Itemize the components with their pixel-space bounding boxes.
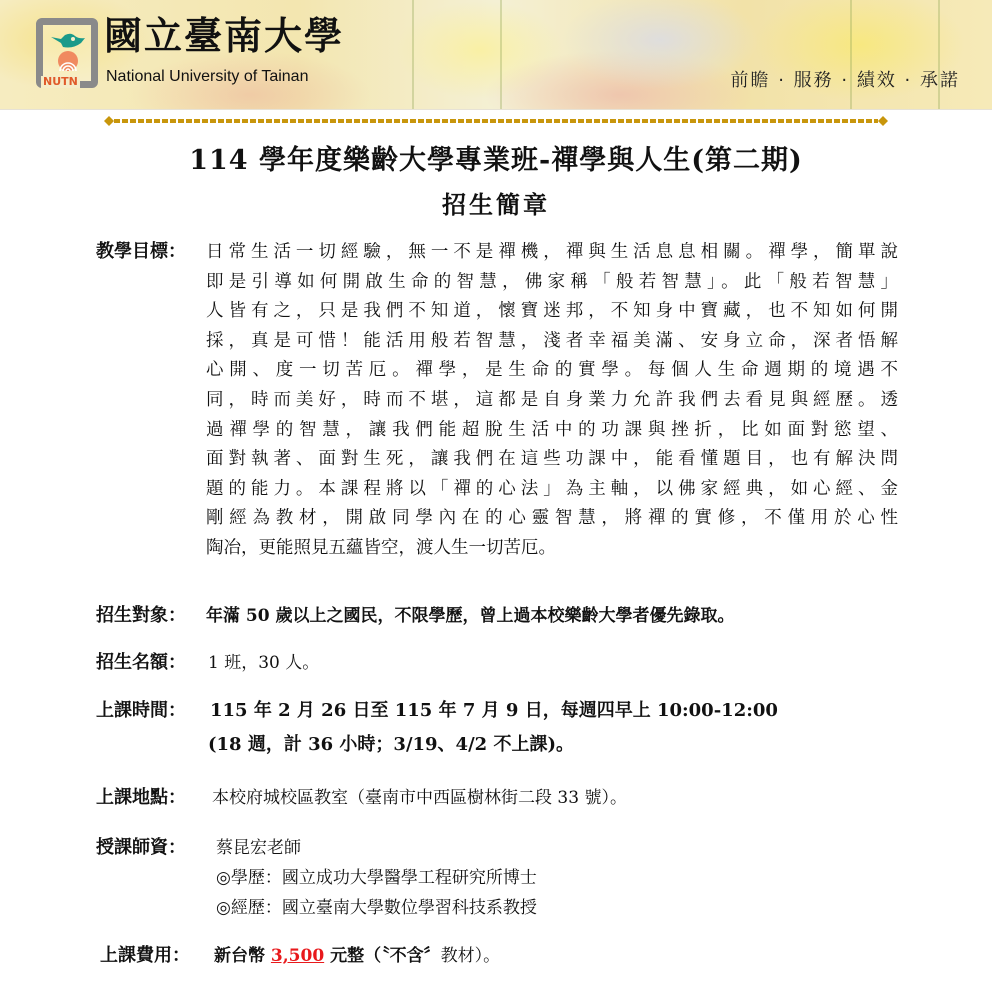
section-location [96,784,906,814]
bird-emblem-icon [51,33,85,49]
fee-prefix: 新台幣 [214,946,271,966]
goal-line: 過禪學的智慧，讓我們能超脫生活中的功課與挫折，比如面對慾望、 [206,419,898,440]
teacher-education: ◎學歷：國立成功大學醫學工程研究所博士 [216,868,537,888]
header-banner [0,0,992,110]
page-subtitle: 招生簡章 [442,190,550,219]
decorative-stem [938,0,940,110]
fee-label: 上課費用： [100,945,190,966]
goal-line: 陶冶，更能照見五蘊皆空，渡人生一切苦厄。 [206,537,556,558]
university-name-zh: 國立臺南大學 [104,13,345,58]
goal-line: 即是引導如何開啟生命的智慧，佛家稱「般若智慧」。此「般若智慧」 [206,271,898,292]
decorative-stem [850,0,852,110]
teaching-goal-label: 教學目標： [96,241,186,262]
fee-amount: 3,500 [270,946,325,966]
section-teacher [96,834,906,930]
quota-label: 招生名額： [96,652,186,673]
section-fee [100,942,910,972]
logo-badge: NUTN [43,75,78,88]
goal-line: 採，真是可惜！能活用般若智慧，淺者幸福美滿、安身立命，深者悟解 [206,330,898,351]
goal-line: 題的能力。本課程將以「禪的心法」為主軸，以佛家經典，如心經、金 [206,478,898,499]
schedule-label: 上課時間： [96,700,186,721]
goal-line: 剛經為教材，開啟同學內在的心靈智慧，將禪的實修，不僅用於心性 [206,508,898,529]
goal-line: 面對執著、面對生死，讓我們在這些功課中，能看懂題目，也有解決問 [206,449,898,470]
schedule-line-2: (18 週，計 36 小時；3/19、4/2 不上課)。 [208,734,574,755]
university-name-en: National University of Tainan [106,68,309,85]
goal-line: 同，時而美好，時而不堪，這都是自身業力允許我們去看見與經歷。透 [206,389,898,410]
rings-emblem-icon [57,51,79,71]
section-target [96,602,906,632]
location-label: 上課地點： [96,787,186,808]
page-title: 114 學年度樂齡大學專業班-禪學與人生(第二期) [189,145,803,176]
university-logo[interactable] [36,18,98,88]
university-motto: 前瞻 · 服務 · 績效 · 承諾 [730,70,960,91]
section-quota [96,649,906,679]
target-label: 招生對象： [96,605,186,626]
teaching-goal-text [206,238,898,564]
location-value: 本校府城校區教室（臺南市中西區樹林街二段 33 號）。 [212,788,627,808]
goal-line: 心開、度一切苦厄。禪學，是生命的實學。每個人生命週期的境遇不 [206,360,898,381]
fee-suffix: 元整（〝不含〞 [324,946,441,966]
decorative-divider [104,116,888,126]
teacher-name: 蔡昆宏老師 [216,838,301,858]
decorative-stem [500,0,502,110]
teacher-label: 授課師資： [96,837,186,858]
section-teaching-goal [96,238,906,588]
fee-value [214,942,500,970]
goal-line: 日常生活一切經驗，無一不是禪機，禪與生活息息相關。禪學，簡單說 [206,242,898,262]
teacher-experience: ◎經歷：國立臺南大學數位學習科技系教授 [216,898,537,918]
quota-value: 1 班，30 人。 [208,653,320,673]
decorative-stem [412,0,414,110]
target-value: 年滿 50 歲以上之國民，不限學歷，曾上過本校樂齡大學者優先錄取。 [206,606,735,626]
section-schedule [96,697,906,763]
goal-line: 人皆有之，只是我們不知道，懷寶迷邦，不知身中寶藏，也不知如何開 [206,301,898,322]
fee-suffix-materials: 教材）。 [440,946,501,966]
schedule-line-1: 115 年 2 月 26 日至 115 年 7 月 9 日，每週四早上 10:00-12:00 [210,700,778,721]
